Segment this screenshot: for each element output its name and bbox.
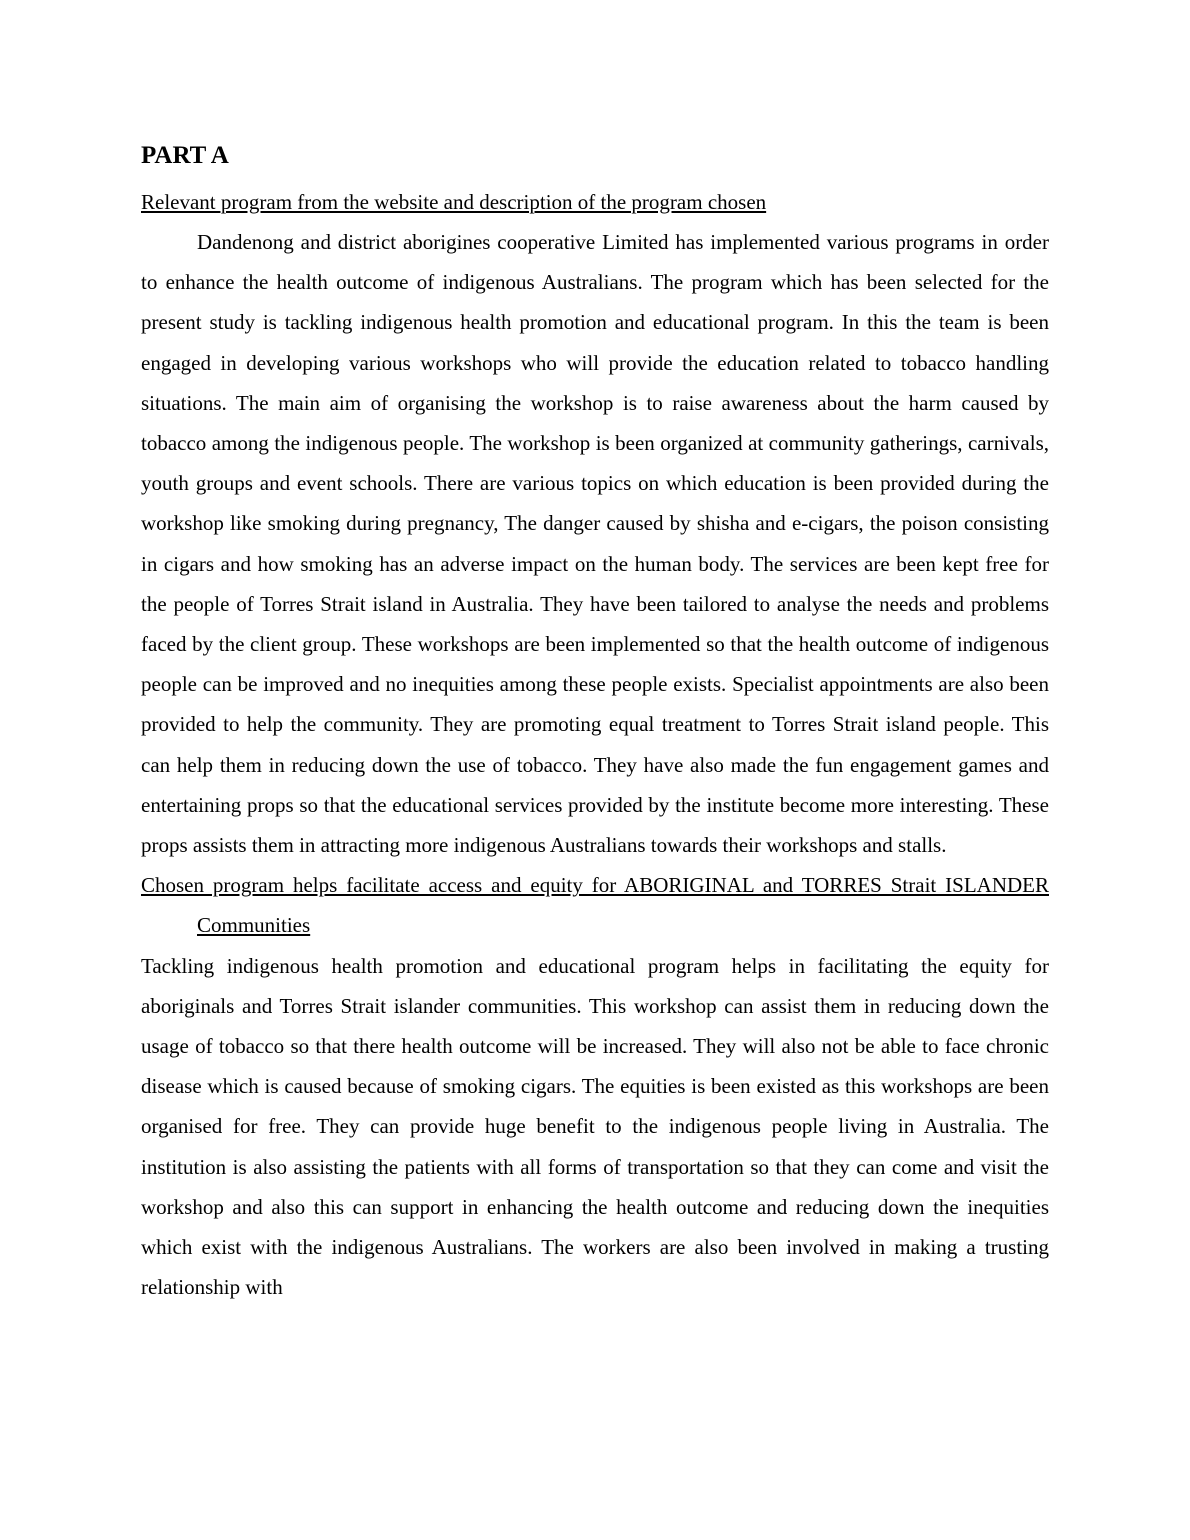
program-description-paragraph: Dandenong and district aborigines cooperative Limited has implemented various programs in order to enhance the health outcome of indigenous Australians. The program which has been selected for the present study is tackling indigenous health promotion and educational program. In this the team is been engaged in developing various workshops who will provide the education related to tobacco handling situations. The main aim of organising the workshop is to raise awareness about the harm caused by tobacco among the indigenous people. The workshop is been organized at community gatherings, carnivals, youth groups and event schools. There are various topics on which education is been provided during the workshop like smoking during pregnancy, The danger caused by shisha and e-cigars, the poison consisting in cigars and how smoking has an adverse impact on the human body. The services are been kept free for the people of Torres Strait island in Australia. They have been tailored to analyse the needs and problems faced by the client group. These workshops are been implemented so that the health outcome of indigenous people can be improved and no inequities among these people exists. Specialist appointments are also been provided to help the community. They are promoting equal treatment to Torres Strait island people. This can help them in reducing down the use of tobacco. They have also made the fun engagement games and entertaining props so that the educational services provided by the institute become more interesting. These props assists them in attracting more indigenous Australians towards their workshops and stalls.	[141, 230, 1049, 858]
access-equity-paragraph: Tackling indigenous health promotion and educational program helps in facilitating the equity for aboriginals and Torres Strait islander communities. This workshop can assist them in reducing down the usage of tobacco so that there health outcome will be increased. They will also not be able to face chronic disease which is caused because of smoking cigars. The equities is been existed as this workshops are been organised for free. They can provide huge benefit to the indigenous people living in Australia. The institution is also assisting the patients with all forms of transportation so that they can come and visit the workshop and also this can support in enhancing the health outcome and reducing down the inequities which exist with the indigenous Australians. The workers are also been involved in making a trusting relationship with	[141, 953, 1049, 1300]
section-title-program: Relevant program from the website and description of the program chosen	[141, 190, 767, 214]
section-title-access-equity	[141, 865, 1049, 945]
part-heading: PART A	[141, 142, 229, 169]
document-page	[141, 138, 1049, 1307]
section-title-access-equity-text: Chosen program helps facilitate access and equity for ABORIGINAL and TORRES Strait ISLANDER Communities	[141, 873, 1049, 938]
